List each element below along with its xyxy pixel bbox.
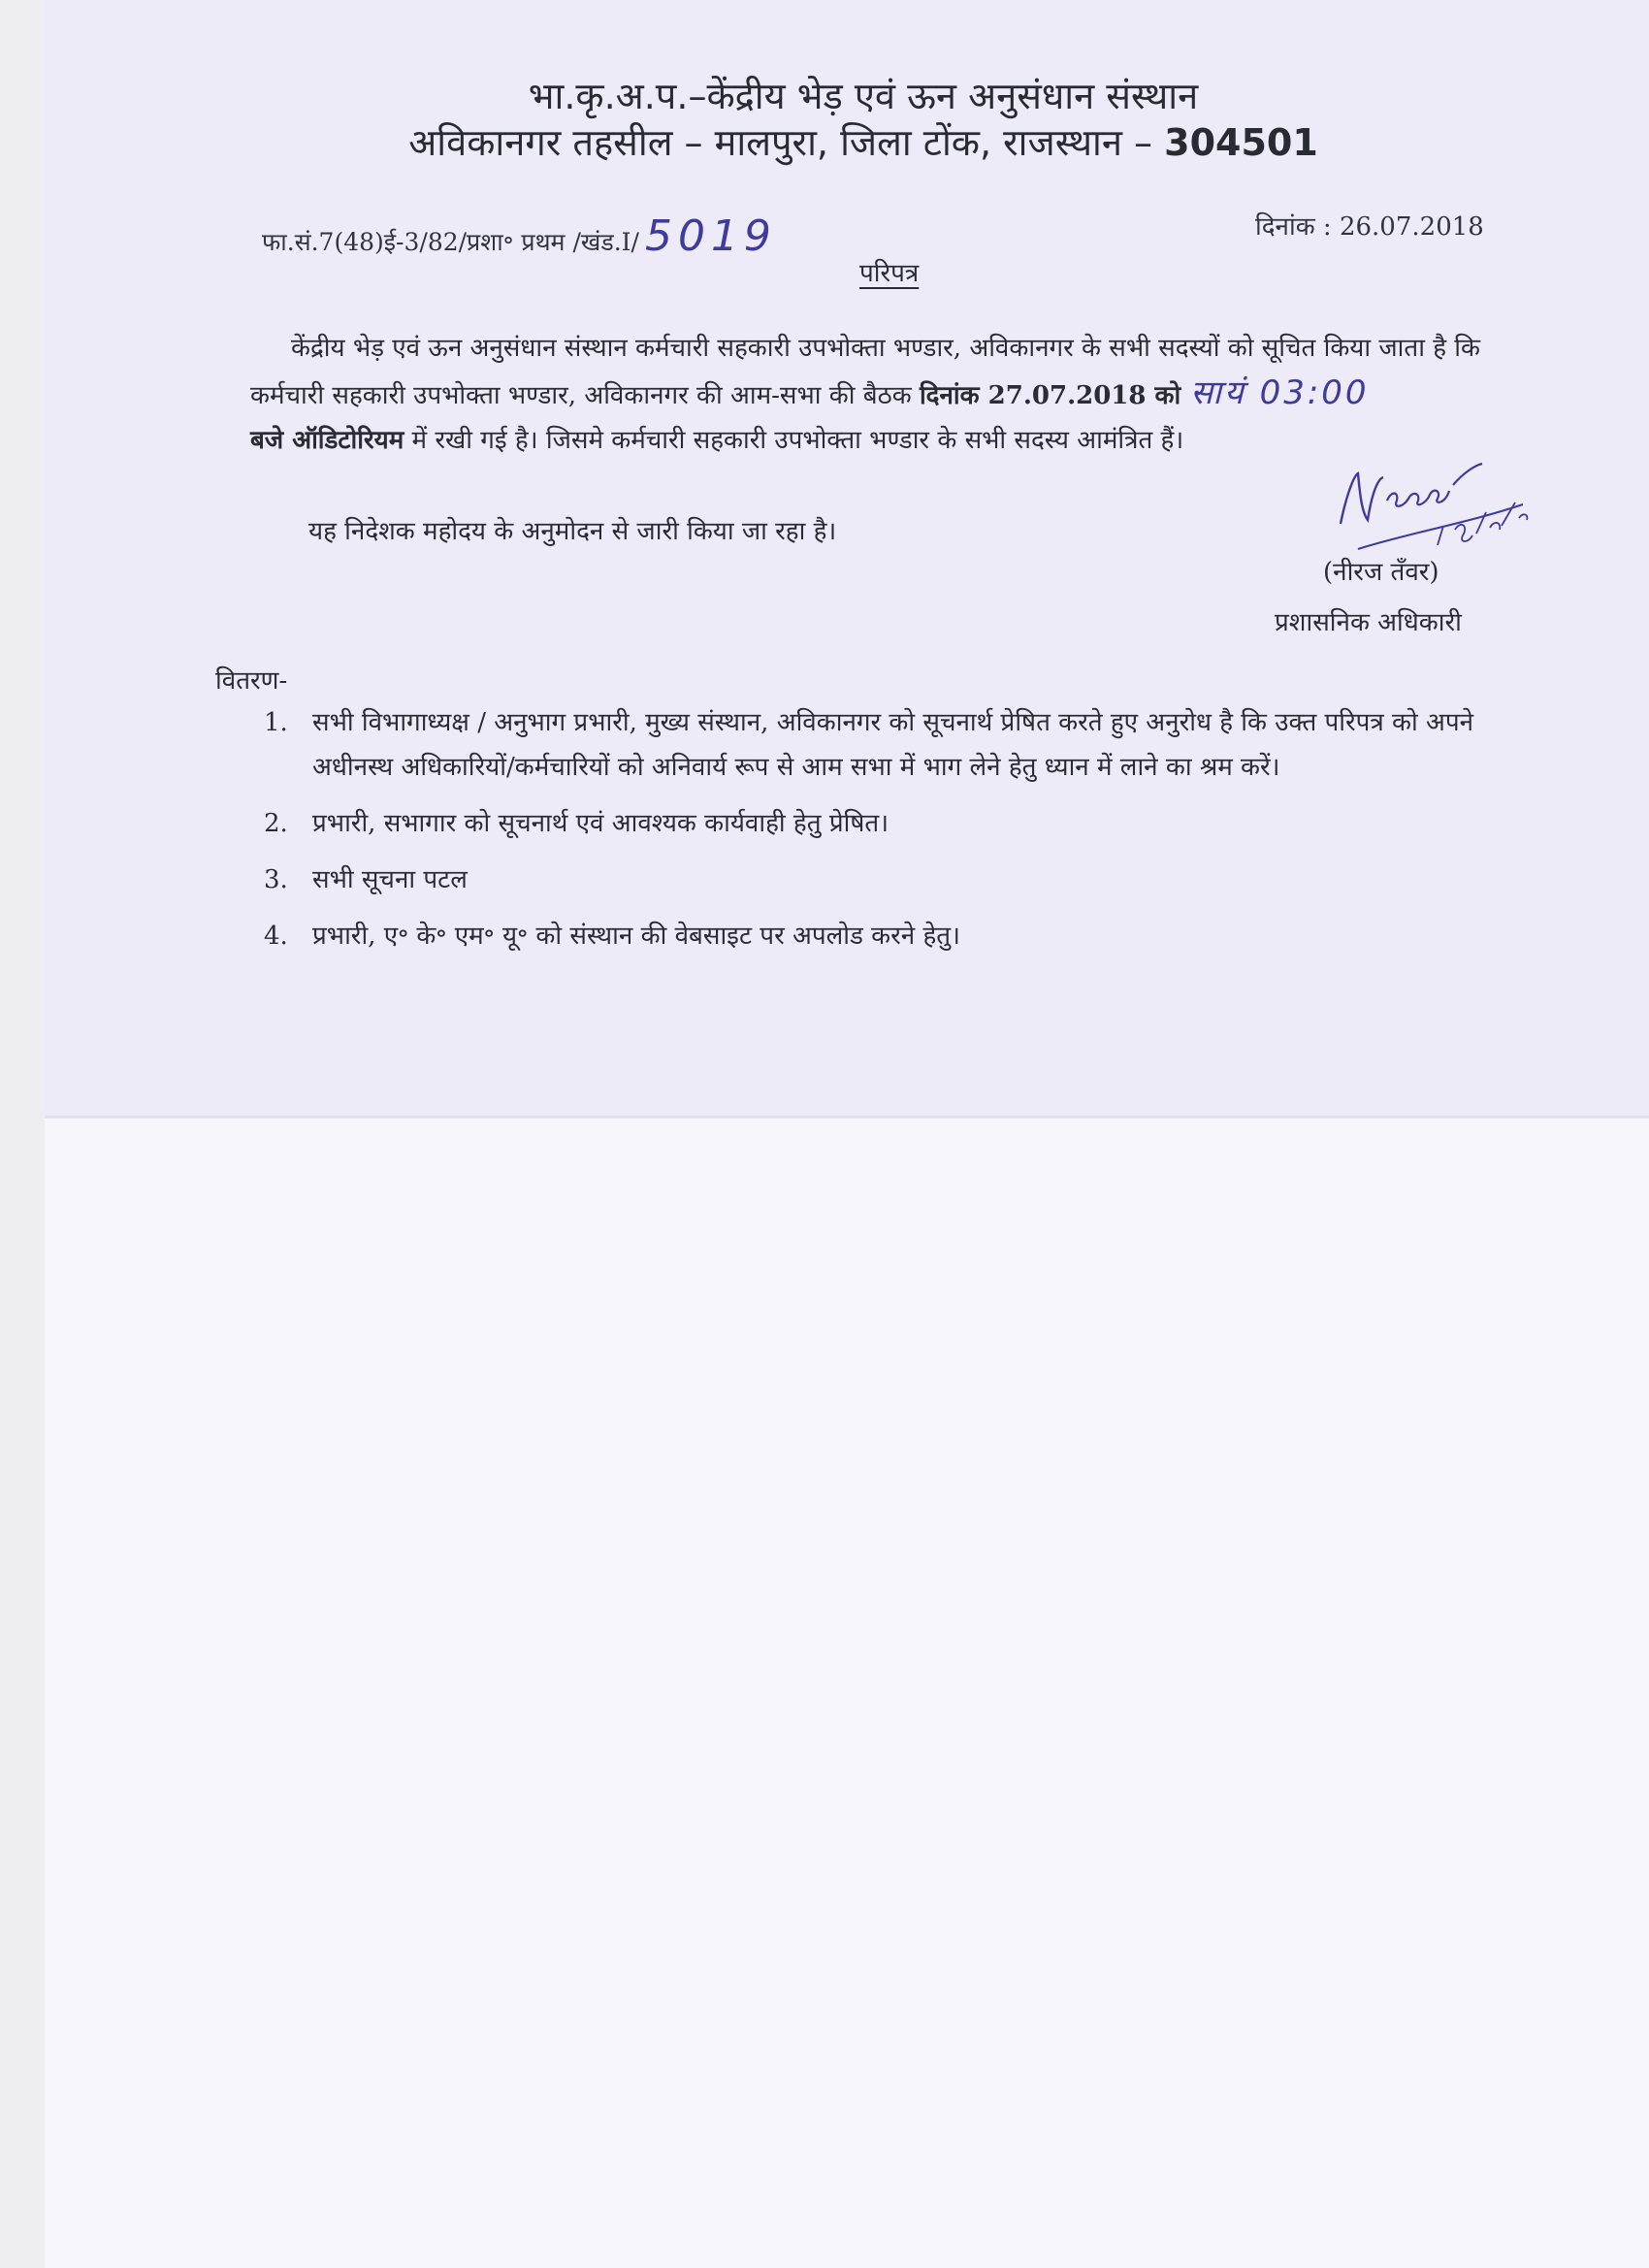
scan-margin: [0, 0, 45, 2268]
page-fold-line: [45, 1116, 1649, 1118]
list-item: [264, 801, 1544, 846]
list-item-number: 1.: [264, 708, 288, 737]
body-text-1: केंद्रीय भेड़ एवं ऊन अनुसंधान संस्थान कर्मचारी सहकारी उपभोक्ता भण्डार, अविकानगर के सभी सदस्यों को सूचित किया जाता है कि कर्मचारी सहकारी उपभोक्ता भण्डार, अविकानगर की आम-सभा की बैठक: [250, 334, 1480, 410]
circular-body: [250, 326, 1531, 463]
distribution-list: [264, 700, 1544, 970]
list-item: [264, 858, 1544, 902]
list-item-text: प्रभारी, ए॰ के॰ एम॰ यू॰ को संस्थान की वेबसाइट पर अपलोड करने हेतु।: [312, 922, 960, 951]
list-item-number: 4.: [264, 922, 288, 951]
approval-note: यह निदेशक महोदय के अनुमोदन से जारी किया जा रहा है।: [308, 517, 837, 546]
meeting-venue: बजे ऑडिटोरियम: [250, 426, 404, 455]
file-number: फा.सं.7(48)ई-3/82/प्रशा॰ प्रथम /खंड.I/: [262, 228, 639, 256]
body-text-2: में रखी गई है। जिसमे कर्मचारी सहकारी उपभोक्ता भण्डार के सभी सदस्य आमंत्रित हैं।: [404, 426, 1184, 455]
handwritten-dispatch-number: 5019: [644, 211, 777, 261]
signatory-name: (नीरज तँवर): [1323, 558, 1439, 587]
meeting-date: दिनांक 27.07.2018 को: [919, 381, 1181, 410]
list-item-number: 3.: [264, 865, 288, 894]
list-item-text: प्रभारी, सभागार को सूचनार्थ एवं आवश्यक कार्यवाही हेतु प्रेषित।: [312, 809, 889, 838]
signatory-designation: प्रशासनिक अधिकारी: [1275, 608, 1462, 637]
list-item-text: सभी विभागाध्यक्ष / अनुभाग प्रभारी, मुख्य संस्थान, अविकानगर को सूचनार्थ प्रेषित करते हुए अनुरोध है कि उक्त परिपत्र को अपने अधीनस्थ अधिकारियों/कर्मचारियों को अनिवार्य रूप से आम सभा में भाग लेने हेतु ध्यान में लाने का श्रम करें।: [312, 708, 1474, 782]
org-address: [0, 116, 1649, 167]
list-item-number: 2.: [264, 809, 288, 838]
list-item: [264, 914, 1544, 958]
org-name: भा.कृ.अ.प.–केंद्रीय भेड़ एवं ऊन अनुसंधान संस्थान: [528, 75, 1199, 117]
issue-date: दिनांक : 26.07.2018: [1255, 212, 1484, 242]
circular-title: परिपत्र: [859, 259, 920, 288]
file-reference: [262, 211, 777, 261]
list-item-text: सभी सूचना पटल: [312, 865, 468, 894]
address-text: अविकानगर तहसील – मालपुरा, जिला टोंक, राजस्थान –: [408, 121, 1165, 164]
handwritten-time: सायं 03:00: [1190, 373, 1370, 412]
handwritten-signature: [1329, 456, 1542, 563]
list-item: [264, 700, 1544, 790]
distribution-label: वितरण-: [215, 666, 288, 696]
pin-code: 304501: [1164, 121, 1318, 164]
